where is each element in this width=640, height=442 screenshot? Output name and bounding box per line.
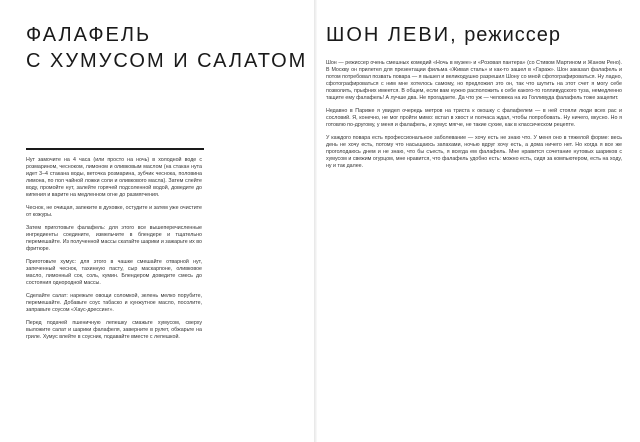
recipe-paragraph: Приготовьте хумус: для этого в чашке смешайте отварной нут, запеченный чеснок, тахинную пасту, сыр маскарпоне, оливковое масло, лимонный сок, соль, кумин. Блендером доведите смесь до состояния однородной массы. <box>26 259 202 286</box>
recipe-paragraph: Чеснок, не очищая, запеките в духовке, остудите и затем уже очистите от кожуры. <box>26 205 202 218</box>
guest-role: режиссер <box>464 24 562 46</box>
story-body <box>326 60 622 176</box>
story-paragraph: У каждого повара есть профессиональное заболевание — хочу есть не знаю что. У меня оно в тяжелой форме: весь день не хочу есть, потому что насыщаюсь запахами, ночью вдруг хочу есть, а дома ничего нет. Но когда я все же проголодаюсь днем и не знаю, что бы съесть, я всегда ем фалафель. Мне нравится сочетание нутовых шариков с хумусом и свежим огурцом, мне нравится, что фалафель удобно есть: можно есть, сидя за компьютером, есть на ходу, ну и так далее. <box>326 135 622 169</box>
recipe-title-line2: С ХУМУСОМ И САЛАТОМ <box>26 50 308 72</box>
recipe-paragraph: Перед подачей пшеничную лепешку смажьте хумусом, сверху выложите салат и шарики фалафеля, заверните в рулет, обжарьте на гриле. Хумус влейте в соусник, подавайте вместе с лепешкой. <box>26 320 202 340</box>
recipe-title <box>26 22 307 74</box>
guest-name: ШОН ЛЕВИ, <box>326 24 458 46</box>
recipe-paragraph: Сделайте салат: нарежьте овощи соломкой, зелень мелко порубите, перемешайте. Добавьте соус табаско и кунжутное масло, посолите, заправьте соусом «Хаус-дрессинг». <box>26 293 202 313</box>
guest-title <box>326 22 561 48</box>
recipe-body <box>26 157 202 347</box>
title-divider <box>26 148 204 150</box>
right-page <box>316 0 640 442</box>
left-page <box>0 0 316 442</box>
story-paragraph: Недавно в Париже я увидел очередь метров на триста к окошку с фалафелем — в ней стояли люди всех рас и сословий. Я, конечно, не мог пройти мимо: встал в хвост и полчаса ждал, чтобы попробовать. Ну ничего, вкусно. Но я готовлю по-другому, у меня и фалафель, и хумус мягче, не такие сухие, как в классическом рецепте. <box>326 108 622 128</box>
recipe-title-line1: ФАЛАФЕЛЬ <box>26 24 152 46</box>
story-paragraph: Шон — режиссер очень смешных комедий «Ночь в музее» и «Розовая пантера» (со Стивом Мартином и Жаном Рено). В Москву он прилетел для презентации фильма «Живая сталь» и как-то зашел в «Гараж». Шон заказал фалафель и потом потребовал позвать повара — я вышел и великодушно разрешил Шону со мной сфотографироваться. Ну ладно, сфотографироваться с ним мне хотелось самому, но предложил это он, так что шутить на этот счет я могу себе позволить, прыфних имеется. В общем, если вам нужно расположить к себе какого-то голливудского туза, немедленно тащите ему фалафель! А лучше два. Не прогадаете. Да что уж — человека на из Голливуда фалафель тоже защепит. <box>326 60 622 101</box>
recipe-paragraph: Нут замочите на 4 часа (или просто на ночь) в холодной воде с розмарином, чесноком, лимоном и оливковым маслом (на стакан нута идет 3–4 стакана воды, веточка розмарина, зубчик чеснока, половина лимона, по пол чайной ложки соли и оливкового масла). Затем слейте воду, промойте нут, залейте горячей подсоленной водой, доведите до кипения и варите на медленном огне до размягчения. <box>26 157 202 198</box>
recipe-paragraph: Затем приготовьте фалафель: для этого все вышеперечисленные ингредиенты соедините, измельчите в блендере и тщательно перемешайте. Из полученной массы скатайте шарики и зажарьте их во фритюре. <box>26 225 202 252</box>
